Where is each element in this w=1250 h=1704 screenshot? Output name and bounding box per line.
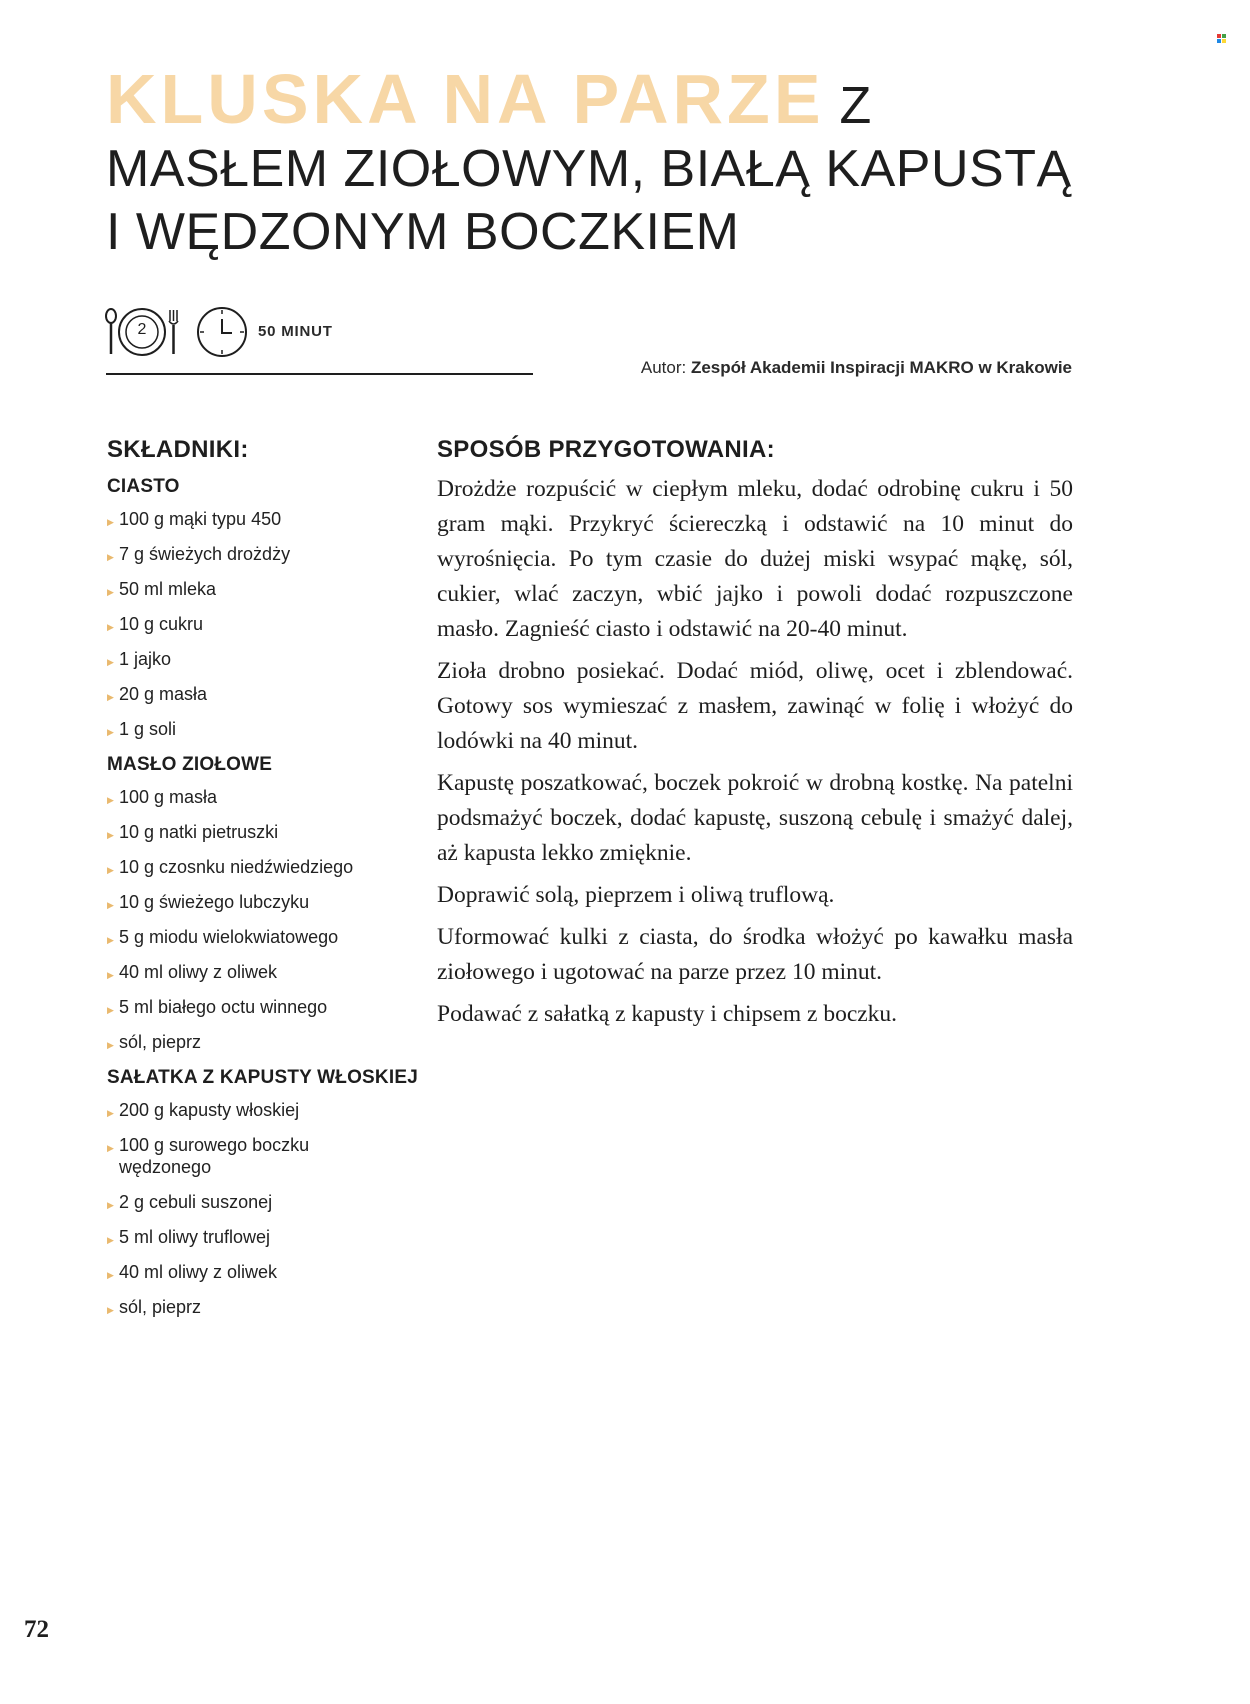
bullet-icon: ▶ <box>107 1143 114 1153</box>
bullet-icon: ▶ <box>107 657 114 667</box>
bullet-icon: ▶ <box>107 865 114 875</box>
ingredient-item: ▶ 100 g mąki typu 450 <box>107 508 427 530</box>
ingredient-item: ▶ 1 g soli <box>107 718 427 740</box>
bullet-icon: ▶ <box>107 622 114 632</box>
recipe-title-accent: KLUSKA NA PARZE <box>106 60 825 138</box>
method-step: Uformować kulki z ciasta, do środka włożyć po kawałku masła ziołowego i ugotować na parze przez 10 minut. <box>437 924 1073 985</box>
ingredient-item: ▶ 5 g miodu wielokwiatowego <box>107 926 427 948</box>
bullet-icon: ▶ <box>107 970 114 980</box>
section-title-salatka: SAŁATKA Z KAPUSTY WŁOSKIEJ <box>107 1067 418 1088</box>
bullet-icon: ▶ <box>107 587 114 597</box>
bullet-icon: ▶ <box>107 552 114 562</box>
bullet-icon: ▶ <box>107 517 114 527</box>
section-title-ciasto: CIASTO <box>107 476 180 497</box>
bullet-icon: ▶ <box>107 1305 114 1315</box>
ingredient-item: ▶ sól, pieprz <box>107 1296 427 1318</box>
method-step: Podawać z sałatką z kapusty i chipsem z boczku. <box>437 1001 898 1027</box>
ingredient-item: ▶ sól, pieprz <box>107 1031 427 1053</box>
ingredient-list-maslo-ziolowe <box>107 786 427 1053</box>
method-step: Drożdże rozpuścić w ciepłym mleku, dodać odrobinę cukru i 50 gram mąki. Przykryć ściereczką i odstawić na 10 minut do wyrośnięcia. Po tym czasie do dużej miski wsypać mąkę, sól, cukier, wlać zaczyn, wbić jajko i powoli dodać rozpuszczone masło. Zagnieść ciasto i odstawić na 20-40 minut. <box>437 476 1073 642</box>
ingredient-item: ▶ 40 ml oliwy z oliwek <box>107 1261 427 1283</box>
page-number: 72 <box>24 1616 49 1643</box>
bullet-icon: ▶ <box>107 1200 114 1210</box>
author-label: Autor: <box>640 358 687 377</box>
bullet-icon: ▶ <box>107 1040 114 1050</box>
ingredient-item: ▶ 20 g masła <box>107 683 427 705</box>
ingredient-list-salatka <box>107 1099 427 1318</box>
recipe-title-rest: Z MASŁEM ZIOŁOWYM, BIAŁĄ KAPUSTĄ I WĘDZONYM BOCZKIEM <box>106 77 1072 261</box>
ingredients-heading: SKŁADNIKI: <box>107 436 249 463</box>
method-step: Zioła drobno posiekać. Dodać miód, oliwę, ocet i zblendować. Gotowy sos wymieszać z masłem, zawinąć w folię i włożyć do lodówki na 40 minut. <box>437 658 1073 754</box>
ingredient-item: ▶ 10 g natki pietruszki <box>107 821 427 843</box>
ingredient-item: ▶ 200 g kapusty włoskiej <box>107 1099 427 1121</box>
ingredient-item: ▶ 40 ml oliwy z oliwek <box>107 961 427 983</box>
ingredient-item: ▶ 5 ml białego octu winnego <box>107 996 427 1018</box>
clock-icon <box>196 306 248 358</box>
method-step: Doprawić solą, pieprzem i oliwą truflową. <box>437 882 835 908</box>
ingredient-item: ▶ 100 g surowego boczku wędzonego <box>107 1135 310 1177</box>
bullet-icon: ▶ <box>107 727 114 737</box>
servings-count: 2 <box>137 321 147 338</box>
header-divider <box>106 373 533 375</box>
prep-time: 50 MINUT <box>258 323 333 340</box>
ingredient-item: ▶ 1 jajko <box>107 648 427 670</box>
bullet-icon: ▶ <box>107 795 114 805</box>
bullet-icon: ▶ <box>107 1005 114 1015</box>
ingredients-column <box>107 436 427 1332</box>
method-column <box>437 436 1073 1039</box>
ingredient-item: ▶ 10 g czosnku niedźwiedziego <box>107 856 427 878</box>
ingredient-item: ▶ 5 ml oliwy truflowej <box>107 1226 427 1248</box>
author-line <box>641 358 1072 378</box>
bullet-icon: ▶ <box>107 1235 114 1245</box>
recipe-title <box>106 60 1086 264</box>
method-step: Kapustę poszatkować, boczek pokroić w drobną kostkę. Na patelni podsmażyć boczek, dodać kapustę, suszoną cebulę i smażyć dalej, aż kapusta lekko zmięknie. <box>437 770 1073 866</box>
bullet-icon: ▶ <box>107 1108 114 1118</box>
bullet-icon: ▶ <box>107 830 114 840</box>
ingredient-item: ▶ 2 g cebuli suszonej <box>107 1191 427 1213</box>
corner-color-mark <box>1217 34 1226 43</box>
bullet-icon: ▶ <box>107 935 114 945</box>
bullet-icon: ▶ <box>107 1270 114 1280</box>
ingredient-item: ▶ 7 g świeżych drożdży <box>107 543 427 565</box>
author-name: Zespół Akademii Inspiracji MAKRO w Krakowie <box>690 358 1072 377</box>
section-title-maslo-ziolowe: MASŁO ZIOŁOWE <box>107 754 273 775</box>
ingredient-list-ciasto <box>107 508 427 740</box>
ingredient-item: ▶ 10 g cukru <box>107 613 427 635</box>
bullet-icon: ▶ <box>107 900 114 910</box>
ingredient-item: ▶ 100 g masła <box>107 786 427 808</box>
bullet-icon: ▶ <box>107 692 114 702</box>
ingredient-item: ▶ 10 g świeżego lubczyku <box>107 891 427 913</box>
ingredient-item: ▶ 50 ml mleka <box>107 578 427 600</box>
method-heading: SPOSÓB PRZYGOTOWANIA: <box>437 436 775 463</box>
